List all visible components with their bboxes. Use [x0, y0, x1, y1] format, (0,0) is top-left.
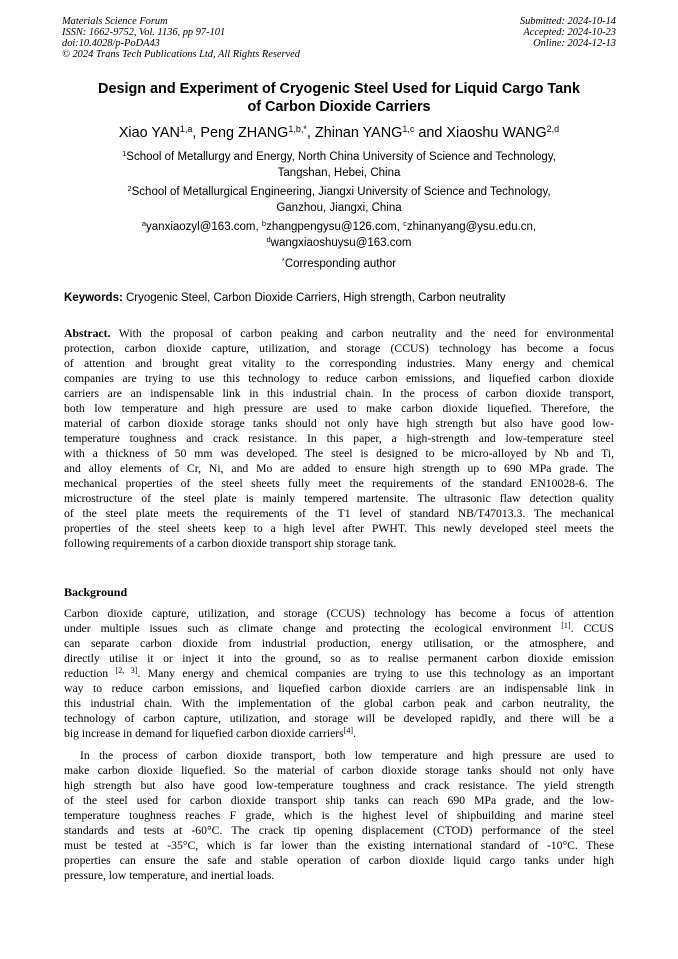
abstract-line: mechanical properties of the steel sheets fully meet the requirements of the standard EN10028-6. The [64, 477, 614, 490]
email-sup: b [261, 219, 267, 228]
abstract-label: Abstract. [64, 327, 111, 340]
affiliation-sup: 1 [122, 149, 127, 158]
abstract [64, 326, 614, 551]
paragraph-line: pressure, low temperature, and inertial loads. [64, 869, 275, 882]
paragraph-text: . Many energy and chemical companies are trying to use this technology as an important [137, 667, 614, 680]
keywords-label: Keywords: [64, 292, 123, 304]
section-heading-background: Background [64, 585, 128, 599]
abstract-line: companies are trying to use this technology to reduce carbon emissions, and liquefied carbon dioxide [64, 372, 614, 385]
abstract-line: with a thickness of 50 mm was developed. The steel is designed to be micro-alloyed by Nb and Ti, [64, 447, 614, 460]
journal-copyright: © 2024 Trans Tech Publications Ltd, All Rights Reserved [62, 49, 300, 60]
affiliation-sup: 2 [127, 184, 132, 193]
paragraph-text: . CCUS [570, 622, 614, 635]
title-line: of Carbon Dioxide Carriers [247, 99, 431, 115]
corresponding-sup: * [281, 256, 285, 265]
paragraph-line: properties can ensure the safe and stable operation of carbon dioxide liquid cargo tanks under high [64, 854, 614, 867]
journal-header [62, 16, 300, 60]
email-link[interactable]: zhangpengysu@126.com, [266, 221, 404, 233]
author-separator: and [414, 125, 447, 141]
accepted-date: Accepted: 2024-10-23 [523, 27, 616, 38]
email-sup: a [141, 219, 147, 228]
paragraph-line: high strength but also have good low-temperature toughness and crack resistance. The yield strength [64, 779, 614, 792]
paragraph-text: reduction [64, 667, 116, 680]
email-link[interactable]: wangxiaoshuysu@163.com [270, 237, 412, 249]
abstract-line: carriers are an indispensable link in this industrial chain. In the process of carbon dioxide transport, [64, 387, 614, 400]
keywords-text: Cryogenic Steel, Carbon Dioxide Carriers, High strength, Carbon neutrality [122, 292, 506, 304]
paragraph-line: standards and tests at -60°C. The crack tip opening displacement (CTOD) performance of the steel [64, 824, 614, 837]
corresponding-author-note [60, 256, 618, 272]
email-sup: d [266, 235, 271, 244]
paragraph-line: this industrial chain. With the implementation of the global carbon peak and carbon neutrality, the [64, 697, 614, 710]
paragraph-line: In the process of carbon dioxide transport, both low temperature and high pressure are used to [80, 749, 614, 762]
paper-title [40, 80, 638, 116]
paragraph-line: directly utilise it or inject it into the ground, so as to realise permanent carbon dioxide emission [64, 652, 614, 665]
paragraph-line: temperature toughness reaches F grade, which is the highest level of shipbuilding and marine steel [64, 809, 614, 822]
abstract-line: temperature toughness and crack resistance. In this paper, a high-strength and low-temperature steel [64, 432, 614, 445]
author-sup: 1,c [402, 124, 415, 134]
journal-doi: doi:10.4028/p-PoDA43 [62, 38, 160, 49]
abstract-line: and alloy elements of Cr, Ni, and Mo are added to ensure high strength up to 690 MPa grade. The [64, 462, 614, 475]
author-name: Peng ZHANG [200, 125, 289, 141]
paragraph-line: make carbon dioxide liquefied. So the material of carbon dioxide storage tanks should not only have [64, 764, 614, 777]
background-paragraph-1 [64, 606, 614, 741]
abstract-line: With the proposal of carbon peaking and carbon neutrality and the need for environmental [110, 327, 614, 340]
affiliation-text: School of Metallurgy and Energy, North China University of Science and Technology, [126, 151, 556, 163]
author-separator: , [306, 125, 315, 141]
submitted-date: Submitted: 2024-10-14 [519, 16, 616, 27]
abstract-line: both low temperature and high pressure are used to make carbon dioxide liquefied. Therefore, the [64, 402, 614, 415]
author-name: Xiaoshu WANG [446, 125, 547, 141]
author-sup: 1,b,* [288, 124, 307, 134]
author-list [30, 124, 648, 142]
paragraph-text: . [353, 727, 356, 740]
email-sup: c [403, 219, 407, 228]
abstract-line: properties of the steel sheets keep to a high level after PWHT. This newly developed steel meets the [64, 522, 614, 535]
email-link[interactable]: zhinanyang@ysu.edu.cn, [406, 221, 537, 233]
title-line: Design and Experiment of Cryogenic Steel Used for Liquid Cargo Tank [98, 81, 580, 97]
author-emails [60, 219, 618, 251]
affiliation-text: Ganzhou, Jiangxi, China [276, 202, 402, 214]
affiliation-1 [60, 149, 618, 181]
author-sup: 2,d [546, 124, 560, 134]
paragraph-line: can separate carbon dioxide from industrial production, energy utilisation, or the atmosphere, and [64, 637, 614, 650]
online-date: Online: 2024-12-13 [533, 38, 616, 49]
abstract-line: of the steel plate meets the requirements of the T1 level of standard NB/T47013.3. The mechanical [64, 507, 614, 520]
author-separator: , [192, 125, 201, 141]
author-name: Xiao YAN [118, 125, 180, 141]
citation-ref[interactable]: [2, 3] [115, 666, 138, 675]
paragraph-line: technology of carbon capture, utilization, and storage will be developed rapidly, and there will be a [64, 712, 614, 725]
author-sup: 1,a [179, 124, 193, 134]
dates-header [520, 16, 616, 49]
author-name: Zhinan YANG [314, 125, 403, 141]
paragraph-text: under multiple issues such as climate change and protecting the ecological environment [64, 622, 562, 635]
corresponding-text: Corresponding author [284, 258, 397, 270]
abstract-line: protection, carbon dioxide capture, utilization, and storage (CCUS) technology has become a focus [64, 342, 614, 355]
paragraph-line: must be tested at -35°C, which is far lower than the existing international standard of -10°C. These [64, 839, 614, 852]
affiliation-text: Tangshan, Hebei, China [277, 167, 401, 179]
abstract-line: following requirements of a carbon dioxide transport ship storage tank. [64, 537, 397, 550]
email-link[interactable]: yanxiaozyl@163.com, [146, 221, 262, 233]
journal-name: Materials Science Forum [62, 16, 168, 27]
paragraph-line: way to reduce carbon emissions, and liquefied carbon dioxide carriers are an indispensable link in [64, 682, 614, 695]
keywords [64, 291, 624, 306]
citation-ref[interactable]: [4] [343, 726, 354, 735]
citation-ref[interactable]: [1] [561, 621, 571, 630]
abstract-line: material of carbon dioxide storage tanks should not only have high strength but also have good low- [64, 417, 614, 430]
journal-issn: ISSN: 1662-9752, Vol. 1136, pp 97-101 [62, 27, 226, 38]
paragraph-text: big increase in demand for liquefied carbon dioxide carriers [64, 727, 344, 740]
background-paragraph-2 [64, 748, 614, 883]
affiliation-text: School of Metallurgical Engineering, Jiangxi University of Science and Technology, [131, 186, 551, 198]
abstract-line: microstructure of the steel plate is mainly tempered martensite. The ultrasonic flaw detection quality [64, 492, 614, 505]
affiliation-2 [60, 184, 618, 216]
paragraph-line: Carbon dioxide capture, utilization, and storage (CCUS) technology has become a focus of attention [64, 607, 614, 620]
paragraph-line: of the steel used for carbon dioxide transport ship tanks can reach 690 MPa grade, and the low- [64, 794, 614, 807]
abstract-line: of attention and brought great vitality to the corresponding industries. Many energy and chemical [64, 357, 614, 370]
